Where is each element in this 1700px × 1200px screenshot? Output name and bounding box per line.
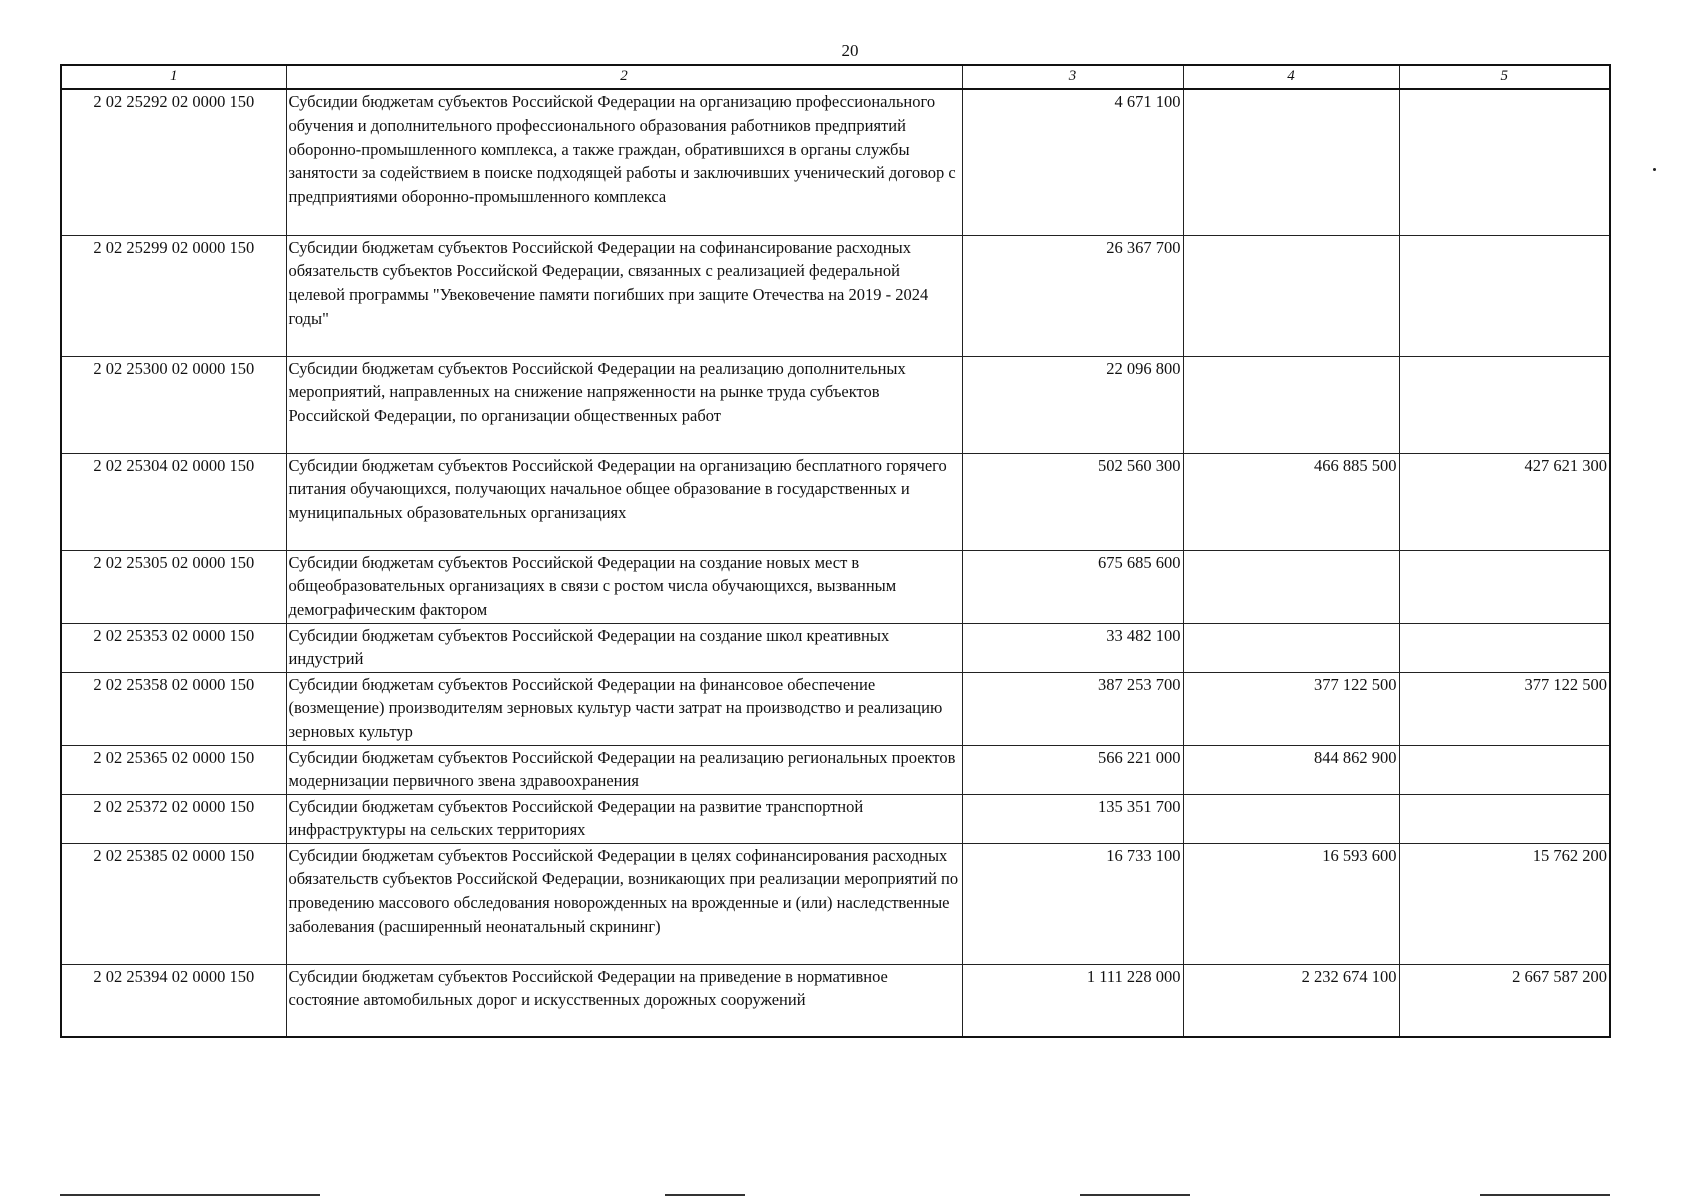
amount-col5: 2 667 587 200 xyxy=(1399,964,1610,1037)
amount-col3: 1 111 228 000 xyxy=(962,964,1183,1037)
scan-line xyxy=(1480,1194,1610,1196)
table-row xyxy=(61,356,1610,453)
table-row xyxy=(61,453,1610,550)
subsidy-description: Субсидии бюджетам субъектов Российской Федерации на создание школ креативных индустрий xyxy=(286,623,962,672)
amount-col3: 33 482 100 xyxy=(962,623,1183,672)
amount-col3: 26 367 700 xyxy=(962,235,1183,356)
column-header-2: 2 xyxy=(286,65,962,89)
amount-col4: 466 885 500 xyxy=(1183,453,1399,550)
subsidy-description: Субсидии бюджетам субъектов Российской Федерации на развитие транспортной инфраструктуры на сельских территориях xyxy=(286,794,962,843)
amount-col4: 377 122 500 xyxy=(1183,672,1399,745)
amount-col4 xyxy=(1183,623,1399,672)
amount-col3: 387 253 700 xyxy=(962,672,1183,745)
scan-line xyxy=(665,1194,745,1196)
table-row xyxy=(61,672,1610,745)
amount-col3: 675 685 600 xyxy=(962,550,1183,623)
amount-col3: 16 733 100 xyxy=(962,843,1183,964)
subsidy-description: Субсидии бюджетам субъектов Российской Федерации в целях софинансирования расходных обязательств субъектов Российской Федерации, возникающих при реализации мероприятий по проведению массового обследования новорожденных на врожденные и (или) наследственные заболевания (расширенный неонатальный скрининг) xyxy=(286,843,962,964)
budget-code: 2 02 25394 02 0000 150 xyxy=(61,964,286,1037)
subsidy-description: Субсидии бюджетам субъектов Российской Федерации на софинансирование расходных обязательств субъектов Российской Федерации, связанных с реализацией федеральной целевой программы "Увековечение памяти погибших при защите Отечества на 2019 - 2024 годы" xyxy=(286,235,962,356)
amount-col5: 427 621 300 xyxy=(1399,453,1610,550)
table-row xyxy=(61,623,1610,672)
amount-col5 xyxy=(1399,745,1610,794)
column-header-4: 4 xyxy=(1183,65,1399,89)
amount-col5 xyxy=(1399,623,1610,672)
budget-code: 2 02 25292 02 0000 150 xyxy=(61,89,286,235)
scan-line xyxy=(60,1194,320,1196)
table-row xyxy=(61,550,1610,623)
amount-col5 xyxy=(1399,89,1610,235)
amount-col3: 135 351 700 xyxy=(962,794,1183,843)
table-row xyxy=(61,964,1610,1037)
amount-col5 xyxy=(1399,356,1610,453)
budget-code: 2 02 25305 02 0000 150 xyxy=(61,550,286,623)
amount-col4: 16 593 600 xyxy=(1183,843,1399,964)
amount-col3: 4 671 100 xyxy=(962,89,1183,235)
subsidy-description: Субсидии бюджетам субъектов Российской Федерации на реализацию региональных проектов модернизации первичного звена здравоохранения xyxy=(286,745,962,794)
budget-code: 2 02 25358 02 0000 150 xyxy=(61,672,286,745)
budget-code: 2 02 25353 02 0000 150 xyxy=(61,623,286,672)
table-row xyxy=(61,794,1610,843)
amount-col5: 377 122 500 xyxy=(1399,672,1610,745)
table-row xyxy=(61,89,1610,235)
budget-code: 2 02 25299 02 0000 150 xyxy=(61,235,286,356)
page-number: 20 xyxy=(841,41,859,60)
table-header-row xyxy=(61,65,1610,89)
budget-table xyxy=(60,64,1611,1038)
budget-code: 2 02 25304 02 0000 150 xyxy=(61,453,286,550)
amount-col5: 15 762 200 xyxy=(1399,843,1610,964)
amount-col3: 22 096 800 xyxy=(962,356,1183,453)
amount-col4: 2 232 674 100 xyxy=(1183,964,1399,1037)
table-row xyxy=(61,745,1610,794)
amount-col4 xyxy=(1183,550,1399,623)
column-header-3: 3 xyxy=(962,65,1183,89)
subsidy-description: Субсидии бюджетам субъектов Российской Федерации на реализацию дополнительных мероприятий, направленных на снижение напряженности на рынке труда субъектов Российской Федерации, по организации общественных работ xyxy=(286,356,962,453)
scan-speck xyxy=(1653,168,1656,171)
amount-col4 xyxy=(1183,356,1399,453)
budget-code: 2 02 25385 02 0000 150 xyxy=(61,843,286,964)
amount-col4 xyxy=(1183,794,1399,843)
subsidy-description: Субсидии бюджетам субъектов Российской Федерации на организацию профессионального обучения и дополнительного профессионального образования работников предприятий оборонно-промышленного комплекса, а также граждан, обратившихся в органы службы занятости за содействием в поиске подходящей работы и заключивших ученический договор с предприятиями оборонно-промышленного комплекса xyxy=(286,89,962,235)
budget-code: 2 02 25365 02 0000 150 xyxy=(61,745,286,794)
column-header-5: 5 xyxy=(1399,65,1610,89)
table-row xyxy=(61,235,1610,356)
budget-code: 2 02 25372 02 0000 150 xyxy=(61,794,286,843)
amount-col5 xyxy=(1399,235,1610,356)
budget-code: 2 02 25300 02 0000 150 xyxy=(61,356,286,453)
amount-col4 xyxy=(1183,235,1399,356)
scan-line xyxy=(1080,1194,1190,1196)
amount-col5 xyxy=(1399,794,1610,843)
amount-col5 xyxy=(1399,550,1610,623)
subsidy-description: Субсидии бюджетам субъектов Российской Федерации на приведение в нормативное состояние автомобильных дорог и искусственных дорожных сооружений xyxy=(286,964,962,1037)
subsidy-description: Субсидии бюджетам субъектов Российской Федерации на финансовое обеспечение (возмещение) производителям зерновых культур части затрат на производство и реализацию зерновых культур xyxy=(286,672,962,745)
amount-col3: 502 560 300 xyxy=(962,453,1183,550)
amount-col3: 566 221 000 xyxy=(962,745,1183,794)
column-header-1: 1 xyxy=(61,65,286,89)
amount-col4: 844 862 900 xyxy=(1183,745,1399,794)
table-row xyxy=(61,843,1610,964)
amount-col4 xyxy=(1183,89,1399,235)
subsidy-description: Субсидии бюджетам субъектов Российской Федерации на создание новых мест в общеобразовательных организациях в связи с ростом числа обучающихся, вызванным демографическим фактором xyxy=(286,550,962,623)
subsidy-description: Субсидии бюджетам субъектов Российской Федерации на организацию бесплатного горячего питания обучающихся, получающих начальное общее образование в государственных и муниципальных образовательных организациях xyxy=(286,453,962,550)
